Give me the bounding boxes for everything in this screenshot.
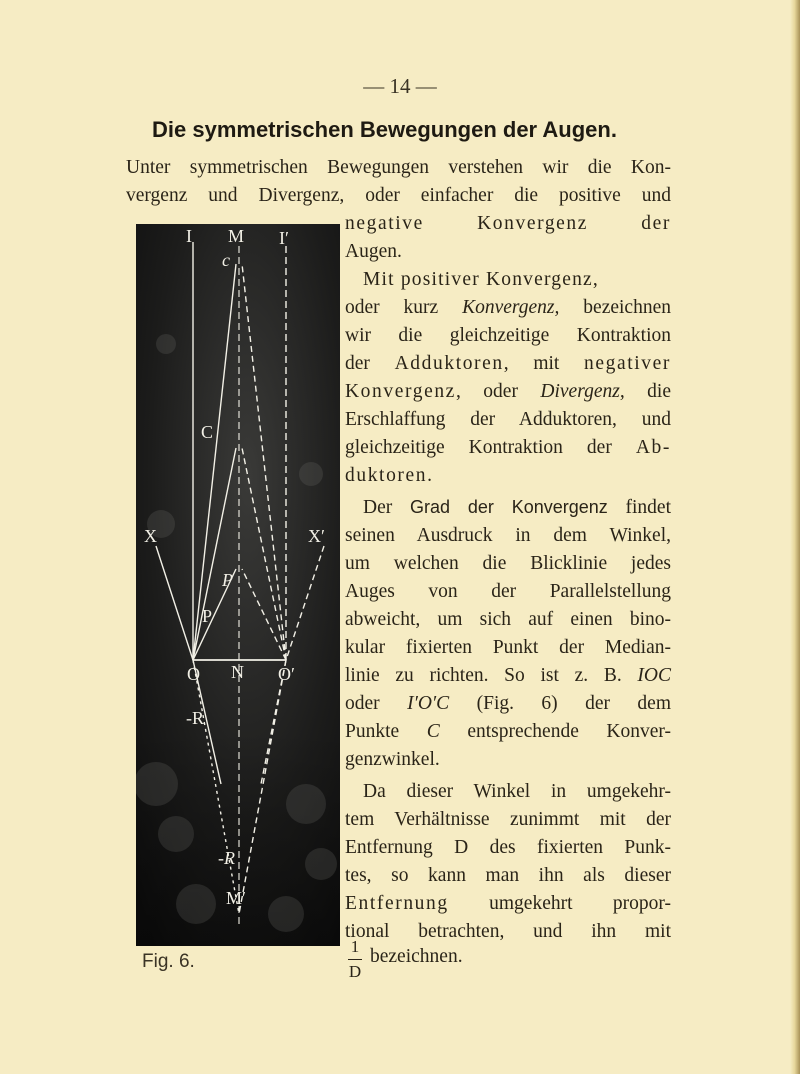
- label-minus-R: -R: [186, 708, 204, 728]
- para3-line1: Der Grad der Konvergenz findet: [363, 497, 671, 518]
- para4-line2: tem Verhältnisse zunimmt mit der: [345, 809, 671, 830]
- para4-line5: Entfernung umgekehrt propor-: [345, 893, 671, 914]
- label-minus-R-italic: -R: [218, 848, 235, 868]
- para3-line3: um welchen die Blicklinie jedes: [345, 553, 671, 574]
- para3-line10: genzwinkel.: [345, 749, 440, 770]
- page-edge-shadow: [790, 0, 800, 1074]
- label-O-prime: O′: [278, 664, 295, 684]
- para4-line1: Da dieser Winkel in umgekehr-: [363, 781, 671, 802]
- para4-line7: bezeichnen.: [370, 946, 463, 967]
- label-M-prime: M′: [226, 888, 246, 908]
- para2-line2: oder kurz Konvergenz, bezeichnen: [345, 297, 671, 318]
- para2-line8: duktoren.: [345, 465, 434, 486]
- label-I-prime: I′: [279, 228, 289, 248]
- label-C: C: [201, 422, 214, 442]
- para3-line7: linie zu richten. So ist z. B. IOC: [345, 665, 671, 686]
- figure-caption: Fig. 6.: [142, 951, 195, 972]
- para4-line3: Entfernung D des fixierten Punk-: [345, 837, 671, 858]
- para2-line4: der Adduktoren, mit negativer: [345, 353, 671, 374]
- label-X-prime: X′: [308, 526, 325, 546]
- label-O: O: [187, 664, 200, 684]
- para2-line6: Erschlaffung der Adduktoren, und: [345, 409, 671, 430]
- para3-line4: Auges von der Parallelstellung: [345, 581, 671, 602]
- para2-line5: Konvergenz, oder Divergenz, die: [345, 381, 671, 402]
- label-M: M: [228, 226, 245, 246]
- para4-line6: tional betrachten, und ihn mit: [345, 921, 671, 942]
- label-P: P: [202, 606, 213, 626]
- fraction-numerator: 1: [350, 937, 360, 956]
- label-P-italic: P: [222, 570, 233, 590]
- para1-line1: Unter symmetrischen Bewegungen verstehen wir die Kon-: [126, 157, 671, 178]
- para4-line4: tes, so kann man ihn als dieser: [345, 865, 671, 886]
- fraction-denominator: D: [348, 962, 362, 981]
- para3-line5: abweicht, um sich auf einen bino-: [345, 609, 671, 630]
- para2-line7: gleichzeitige Kontraktion der Ab-: [345, 437, 671, 458]
- fraction-1-over-d: [345, 938, 365, 981]
- label-N: N: [231, 662, 244, 682]
- page-number: — 14 —: [363, 74, 437, 98]
- label-c-small: c: [222, 250, 230, 270]
- figure-6-diagram: [136, 224, 340, 946]
- fraction-bar: [348, 959, 362, 960]
- para2-line1: Mit positiver Konvergenz,: [363, 269, 599, 290]
- label-I: I: [186, 226, 192, 246]
- para3-line8: oder I′O′C (Fig. 6) der dem: [345, 693, 671, 714]
- label-X: X: [144, 526, 157, 546]
- para1-line3: negative Konvergenz der: [345, 213, 671, 234]
- section-heading: Die symmetrischen Bewegungen der Augen.: [152, 117, 617, 142]
- para3-line9: Punkte C entsprechende Konver-: [345, 721, 672, 742]
- para1-line4: Augen.: [345, 241, 402, 262]
- para1-line2: vergenz und Divergenz, oder einfacher die positive und: [126, 185, 671, 206]
- para2-line3: wir die gleichzeitige Kontraktion: [345, 325, 671, 346]
- para3-line2: seinen Ausdruck in dem Winkel,: [345, 525, 671, 546]
- para3-line6: kular fixierten Punkt der Median-: [345, 637, 671, 658]
